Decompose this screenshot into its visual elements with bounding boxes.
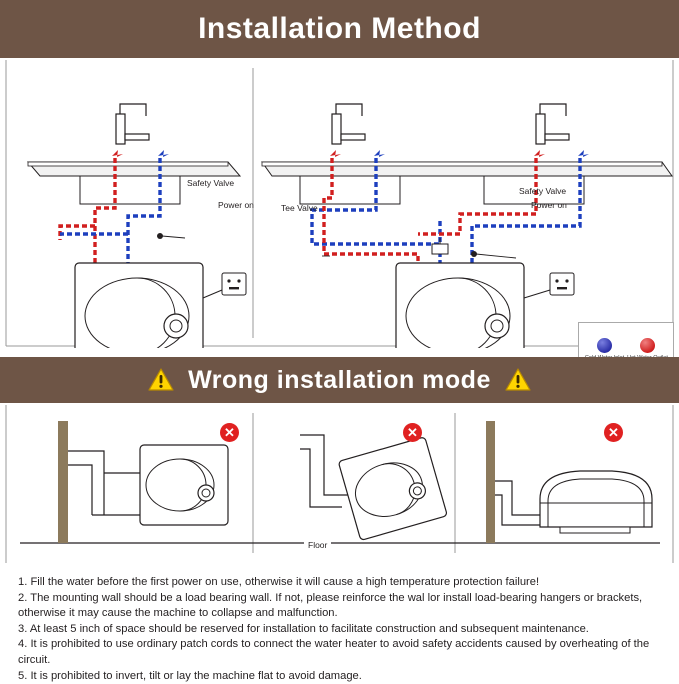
- label-safety-valve-left: Safety Valve: [187, 178, 235, 188]
- label-tee-valve: Tee Valve: [281, 203, 318, 213]
- hot-water-outlet-icon: [640, 338, 655, 353]
- wrong-installation-title: Wrong installation mode: [188, 365, 491, 394]
- wrong-installation-svg: [0, 403, 679, 571]
- installation-diagram-panel: [0, 58, 679, 348]
- page-title: Installation Method: [198, 12, 481, 45]
- wrong-installation-banner: [0, 357, 679, 403]
- label-power-on-right: Power on: [531, 200, 567, 210]
- label-floor: Floor: [304, 540, 331, 550]
- note-item-4: 4. It is prohibited to use ordinary patch cords to connect the water heater to avoid safety accidents caused by overheating of the circuit.: [18, 638, 650, 666]
- x-mark-icon-2: ✕: [403, 423, 422, 442]
- wrong-installation-panel: [0, 403, 679, 571]
- note-item-1: 1. Fill the water before the first power on use, otherwise it will cause a high temperature protection failure!: [18, 576, 540, 588]
- installation-method-banner: [0, 0, 679, 58]
- warning-triangle-icon-right: [505, 368, 531, 392]
- installation-notes: [18, 575, 666, 684]
- cold-water-inlet-icon: [597, 338, 612, 353]
- label-power-on-left: Power on: [218, 200, 254, 210]
- installation-diagram-svg: [0, 58, 679, 348]
- x-mark-icon-1: ✕: [220, 423, 239, 442]
- label-safety-valve-right: Safety Valve: [519, 186, 567, 196]
- warning-triangle-icon: [148, 368, 174, 392]
- note-item-3: 3. At least 5 inch of space should be reserved for installation to facilitate construction and subsequent maintenance.: [18, 622, 589, 635]
- note-item-5: 5. It is prohibited to invert, tilt or lay the machine flat to avoid damage.: [18, 669, 362, 682]
- note-item-2: 2. The mounting wall should be a load bearing wall. If not, please reinforce the wal lor install load-bearing hangers or brackets, otherwise it may cause the machine to collapse and malfunction.: [18, 591, 643, 620]
- x-mark-icon-3: ✕: [604, 423, 623, 442]
